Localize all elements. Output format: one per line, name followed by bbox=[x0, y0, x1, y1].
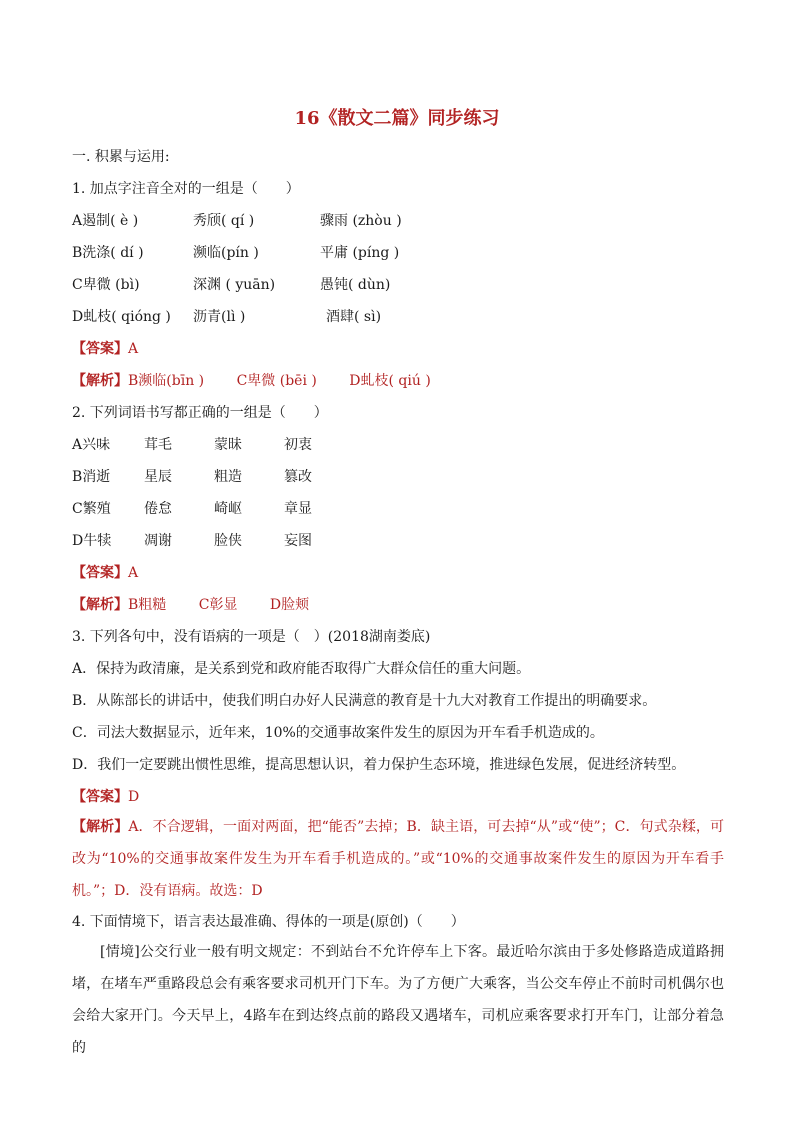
q3-option-a: A．保持为政清廉，是关系到党和政府能否取得广大群众信任的重大问题。 bbox=[72, 661, 531, 677]
q2-option-d-1: D牛犊 bbox=[72, 533, 112, 549]
q2-option-c-2: 倦怠 bbox=[144, 501, 172, 517]
q1-option-d-3: 酒肆( sì) bbox=[326, 309, 382, 325]
q3-option-b: B．从陈部长的讲话中，使我们明白办好人民满意的教育是十九大对教育工作提出的明确要求。 bbox=[72, 693, 657, 709]
answer-label: 【答案】 bbox=[72, 341, 128, 357]
q2-option-b-3: 粗造 bbox=[214, 469, 242, 485]
q1-option-c-2: 深渊 ( yuān) bbox=[193, 277, 276, 293]
q2-option-c-4: 章显 bbox=[284, 501, 312, 517]
analysis-label: 【解析】 bbox=[72, 597, 128, 613]
q2-option-a-3: 蒙昧 bbox=[214, 437, 242, 453]
answer-value: A bbox=[128, 565, 139, 581]
q2-option-c-1: C繁殖 bbox=[72, 501, 111, 517]
q1-option-d-1: D虬枝( qióng ) bbox=[72, 309, 171, 325]
q1-answer bbox=[72, 338, 138, 358]
question-3-stem: 3. 下列各句中，没有语病的一项是（ ）(2018湖南娄底) bbox=[72, 629, 431, 645]
q1-option-a-3: 骤雨 (zhòu ) bbox=[320, 213, 402, 229]
q3-answer bbox=[72, 786, 139, 806]
q2-option-c-3: 崎岖 bbox=[214, 501, 242, 517]
q2-option-b-2: 星辰 bbox=[144, 469, 172, 485]
question-4-stem: 4. 下面情境下，语言表达最准确、得体的一项是(原创)（ ） bbox=[72, 914, 465, 930]
q1-option-b-2: 濒临(pín ) bbox=[193, 245, 259, 261]
answer-value: D bbox=[128, 789, 140, 805]
section-heading: 一. 积累与运用: bbox=[72, 149, 170, 165]
q2-option-a-4: 初衷 bbox=[284, 437, 312, 453]
q1-option-b-3: 平庸 (píng ) bbox=[320, 245, 400, 261]
page-title: 16《散文二篇》同步练习 bbox=[294, 108, 500, 129]
q1-option-a-2: 秀颀( qí ) bbox=[193, 213, 255, 229]
q1-option-d-2: 沥青(lì ) bbox=[193, 309, 246, 325]
q1-option-a-1: A遏制( è ) bbox=[72, 213, 139, 229]
q2-answer bbox=[72, 562, 138, 582]
q2-option-d-4: 妄图 bbox=[284, 533, 312, 549]
q2-analysis bbox=[72, 594, 309, 614]
q2-option-a-2: 茸毛 bbox=[144, 437, 172, 453]
q3-option-d: D．我们一定要跳出惯性思维，提高思想认识，着力保护生态环境，推进绿色发展，促进经济转型。 bbox=[72, 757, 686, 773]
analysis-label: 【解析】 bbox=[72, 373, 128, 389]
answer-label: 【答案】 bbox=[72, 789, 128, 805]
answer-value: A bbox=[128, 341, 139, 357]
analysis-label: 【解析】 bbox=[72, 819, 129, 835]
question-1-stem: 1. 加点字注音全对的一组是（ ） bbox=[72, 181, 300, 197]
q1-analysis bbox=[72, 370, 431, 390]
analysis-text: B濒临(bīn ) C卑微 (bēi ) D虬枝( qiú ) bbox=[128, 373, 431, 389]
q2-option-d-3: 脸侠 bbox=[214, 533, 242, 549]
q1-option-c-1: C卑微 (bì) bbox=[72, 277, 140, 293]
q2-option-b-4: 篡改 bbox=[284, 469, 312, 485]
question-2-stem: 2. 下列词语书写都正确的一组是（ ） bbox=[72, 405, 328, 421]
answer-label: 【答案】 bbox=[72, 565, 128, 581]
analysis-text: B粗糙 C彰显 D脸颊 bbox=[128, 597, 310, 613]
q1-option-b-1: B洗涤( dí ) bbox=[72, 245, 144, 261]
q1-option-c-3: 愚钝( dùn) bbox=[320, 277, 391, 293]
q4-scenario: [情境]公交行业一般有明文规定：不到站台不允许停车上下客。最近哈尔滨由于多处修路造成道路拥堵，在堵车严重路段总会有乘客要求司机开门下车。为了方便广大乘客，当公交车停止不前时司机偶尔也会给大家开门。今天早上，4路车在到达终点前的路段又遇堵车，司机应乘客要求打开车门，让部分着急的 bbox=[72, 944, 724, 1056]
analysis-text: A．不合逻辑，一面对两面，把“能否”去掉；B．缺主语，可去掉“从”或“使”；C．句式杂糅，可改为“10%的交通事故案件发生为开车看手机造成的。”或“10%的交通事故案件发生的原因为开车看手机。”；D．没有语病。故选：D bbox=[72, 819, 724, 899]
q2-option-a-1: A兴味 bbox=[72, 437, 111, 453]
q3-analysis bbox=[72, 811, 724, 907]
q2-option-d-2: 凋谢 bbox=[144, 533, 172, 549]
q3-option-c: C．司法大数据显示，近年来，10%的交通事故案件发生的原因为开车看手机造成的。 bbox=[72, 725, 604, 741]
q2-option-b-1: B消逝 bbox=[72, 469, 111, 485]
